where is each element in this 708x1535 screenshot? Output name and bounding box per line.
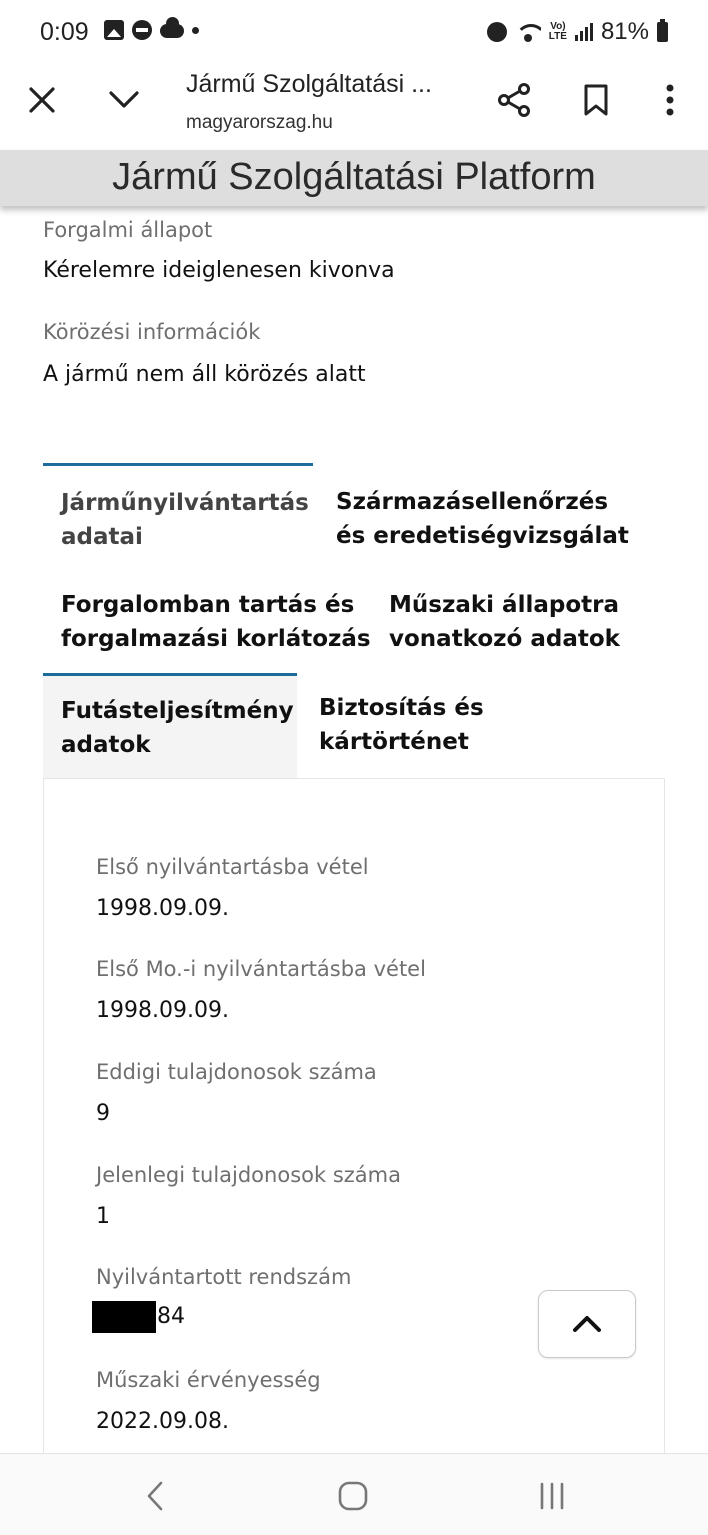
technical-validity-value: 2022.09.08. — [96, 1409, 229, 1434]
traffic-status-value: Kérelemre ideiglenesen kivonva — [43, 258, 395, 283]
system-nav-bar — [0, 1453, 708, 1535]
cloud-icon — [160, 24, 184, 38]
tab-vehicle-registry[interactable] — [43, 463, 313, 570]
scroll-to-top-button[interactable] — [538, 1290, 636, 1358]
previous-owners-value: 9 — [96, 1101, 110, 1126]
tab-mileage[interactable] — [43, 673, 297, 779]
browser-toolbar — [0, 66, 708, 150]
back-icon — [146, 1480, 164, 1512]
tab-mileage-line1: Futásteljesítmény — [61, 698, 294, 724]
tab-technical-state-line1: Műszaki állapotra — [389, 592, 619, 618]
share-icon — [496, 82, 532, 118]
tab-traffic-restrictions-line1: Forgalomban tartás és — [61, 592, 355, 618]
page-header — [0, 150, 708, 206]
registered-plate-field — [92, 1301, 185, 1333]
wifi-icon — [515, 22, 541, 42]
battery-percent: 81% — [600, 18, 649, 45]
tab-insurance-line1: Biztosítás és — [319, 695, 484, 721]
tab-origin-check-line2: és eredetiségvizsgálat — [336, 523, 629, 549]
more-notifications-dot-icon — [192, 27, 199, 34]
first-registration-label: Első nyilvántartásba vétel — [96, 855, 369, 879]
tab-insurance-line2: kártörténet — [319, 729, 469, 755]
minimize-tab-button[interactable] — [98, 74, 150, 126]
more-options-button[interactable] — [644, 74, 696, 126]
tab-traffic-restrictions[interactable] — [43, 570, 373, 674]
registered-plate-value: 84 — [157, 1304, 185, 1329]
tab-traffic-restrictions-line2: forgalmazási korlátozás — [61, 626, 371, 652]
notification-icons — [104, 20, 199, 40]
chevron-down-icon — [108, 90, 140, 110]
first-hu-registration-value: 1998.09.09. — [96, 998, 229, 1023]
chevron-up-icon — [572, 1314, 602, 1334]
share-button[interactable] — [488, 74, 540, 126]
status-time: 0:09 — [40, 18, 89, 46]
first-hu-registration-label: Első Mo.-i nyilvántartásba vétel — [96, 957, 426, 981]
technical-validity-label: Műszaki érvényesség — [96, 1368, 321, 1392]
bookmark-button[interactable] — [570, 74, 622, 126]
more-vert-icon — [666, 84, 674, 116]
signal-icon — [575, 23, 593, 41]
tab-title: Jármű Szolgáltatási ... — [186, 70, 432, 98]
close-icon — [28, 86, 56, 114]
tab-insurance[interactable] — [297, 673, 665, 779]
image-notification-icon — [104, 20, 124, 40]
traffic-status-label: Forgalmi állapot — [43, 218, 213, 242]
redaction-block — [92, 1301, 156, 1333]
wanted-info-value: A jármű nem áll körözés alatt — [43, 362, 366, 387]
alarm-icon — [487, 22, 507, 42]
nav-home-button[interactable] — [328, 1474, 378, 1518]
tab-technical-state[interactable] — [373, 570, 665, 674]
first-registration-value: 1998.09.09. — [96, 896, 229, 921]
previous-owners-label: Eddigi tulajdonosok száma — [96, 1060, 377, 1084]
nav-recents-button[interactable] — [527, 1474, 577, 1518]
do-not-disturb-icon — [132, 20, 152, 40]
status-bar — [0, 0, 708, 66]
tab-origin-check[interactable] — [313, 463, 665, 570]
tab-vehicle-registry-line1: Járműnyilvántartás — [61, 490, 309, 516]
tab-technical-state-line2: vonatkozó adatok — [389, 626, 620, 652]
battery-icon — [657, 22, 668, 42]
page-title: Jármű Szolgáltatási Platform — [112, 156, 596, 198]
nav-back-button[interactable] — [130, 1474, 180, 1518]
tab-url: magyarorszag.hu — [186, 112, 333, 133]
home-icon — [338, 1481, 368, 1511]
volte-lte-icon: Vo) LTE — [548, 21, 567, 42]
system-status-icons — [487, 18, 668, 46]
tab-mileage-line2: adatok — [61, 732, 151, 758]
bookmark-icon — [583, 84, 609, 116]
tab-vehicle-registry-line2: adatai — [61, 524, 143, 550]
current-owners-label: Jelenlegi tulajdonosok száma — [96, 1163, 401, 1187]
registered-plate-label: Nyilvántartott rendszám — [96, 1265, 352, 1289]
tab-origin-check-line1: Származásellenőrzés — [336, 489, 609, 515]
current-owners-value: 1 — [96, 1204, 110, 1229]
wanted-info-label: Körözési információk — [43, 320, 261, 344]
close-tab-button[interactable] — [16, 74, 68, 126]
recents-icon — [538, 1482, 566, 1510]
